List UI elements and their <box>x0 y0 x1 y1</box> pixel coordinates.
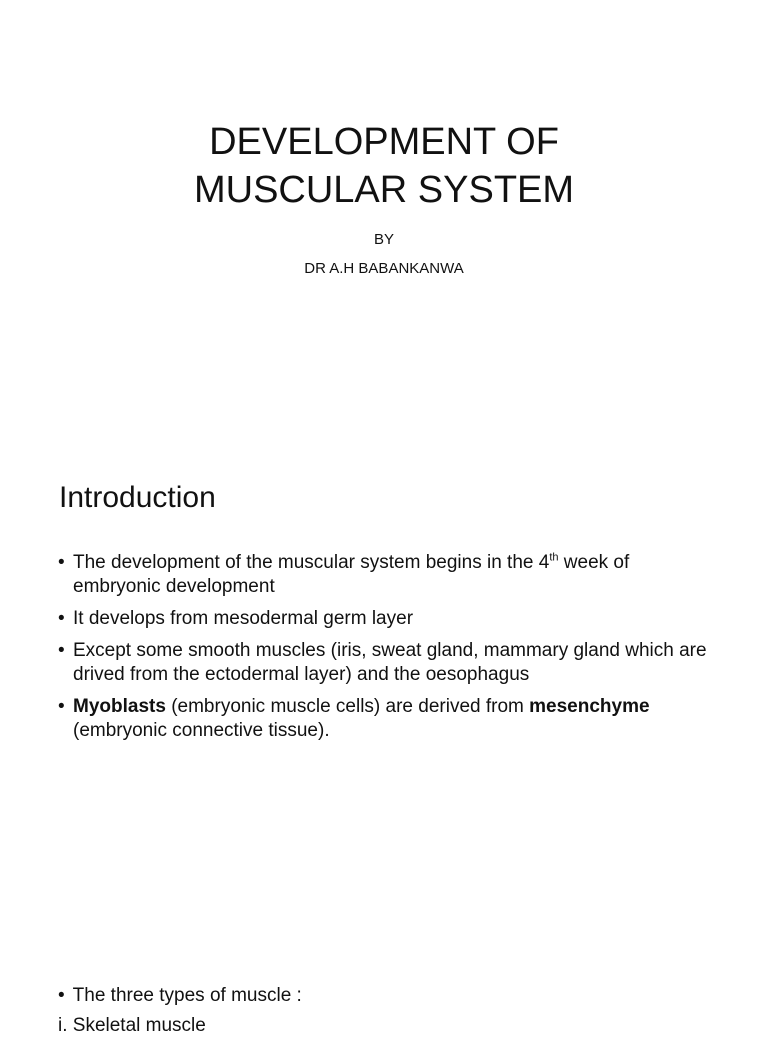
bullet-icon: • <box>58 552 65 573</box>
bullet-text: It develops from mesodermal germ layer <box>73 608 414 629</box>
ordinal-suffix: th <box>549 551 559 564</box>
bullet-list <box>58 551 718 751</box>
bullet-item <box>58 607 718 631</box>
muscle-type-item: i. Skeletal muscle <box>58 1015 206 1036</box>
bullet-text-continued: (embryonic connective tissue). <box>73 720 330 741</box>
bullet-text: The development of the muscular system begins in the 4 <box>73 552 550 573</box>
bullet-icon: • <box>58 608 65 629</box>
bullet-icon: • <box>58 696 65 717</box>
slide-heading: Introduction <box>59 481 216 514</box>
title-slide <box>0 0 768 432</box>
introduction-slide <box>0 432 768 864</box>
types-intro <box>58 984 302 1008</box>
bullet-text-continued: week of embryonic development <box>73 552 630 597</box>
bullet-icon: • <box>58 640 65 661</box>
bullet-item <box>58 551 718 599</box>
term-myoblasts: Myoblasts <box>73 696 166 717</box>
presentation-title <box>0 118 768 214</box>
term-mesenchyme: mesenchyme <box>529 696 650 717</box>
types-intro-text: The three types of muscle : <box>72 985 302 1006</box>
title-line-2: MUSCULAR SYSTEM <box>193 169 575 211</box>
byline-label: BY <box>373 231 394 248</box>
muscle-types-slide <box>0 864 768 1036</box>
bullet-item <box>58 695 718 743</box>
bullet-item <box>58 639 718 687</box>
bullet-text: Except some smooth muscles (iris, sweat gland, mammary gland which are drived from the ectodermal layer) and the oesophagus <box>73 640 707 685</box>
bullet-icon: • <box>58 985 65 1006</box>
author-name: DR A.H BABANKANWA <box>304 260 464 277</box>
title-line-1: DEVELOPMENT OF <box>209 121 559 163</box>
bullet-text: (embryonic muscle cells) are derived from <box>165 696 530 717</box>
